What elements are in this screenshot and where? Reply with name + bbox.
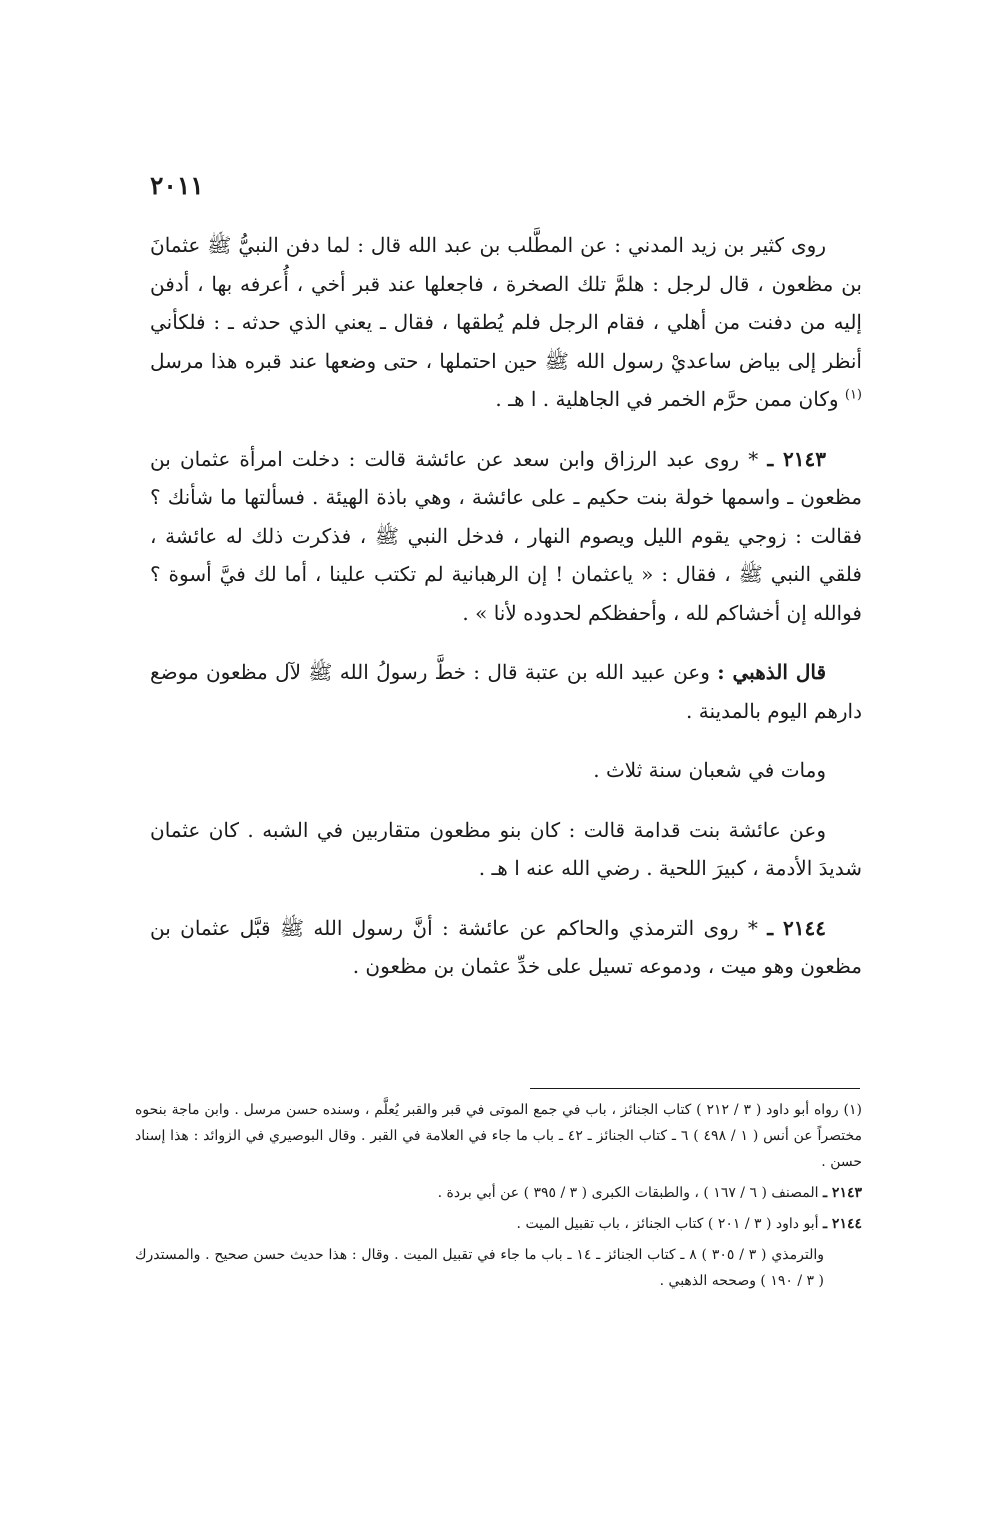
main-text bbox=[150, 226, 862, 1007]
paragraph-kathir-narration bbox=[150, 226, 862, 419]
paragraph-text-tail: وكان ممن حرَّم الخمر في الجاهلية . ا هـ . bbox=[495, 387, 839, 411]
footnotes bbox=[135, 1097, 862, 1299]
footnote-2143 bbox=[135, 1180, 862, 1206]
paragraph-aisha-qudama bbox=[150, 811, 862, 888]
footnote-number: ٢١٤٣ ـ bbox=[822, 1185, 862, 1201]
footnote-divider bbox=[530, 1088, 860, 1089]
hadith-2143 bbox=[150, 440, 862, 633]
paragraph-text: وعن عبيد الله بن عتبة قال : خطَّ رسولُ الله ﷺ لآل مظعون موضع دارهم اليوم بالمدينة . bbox=[150, 660, 862, 723]
footnote-1: (١) رواه أبو داود ( ٣ / ٢١٢ ) كتاب الجنائز ، باب في جمع الموتى في قبر والقبر يُعلَّم ، وسنده حسن مرسل . وابن ماجة بنحوه مختصراً عن أنس ( ١ / ٤٩٨ ) ٦ ـ كتاب الجنائز ـ ٤٢ ـ باب ما جاء في العلامة في القبر . وقال البوصيري في الزوائد : هذا إسناد حسن . bbox=[135, 1102, 862, 1170]
narrator-lead: قال الذهبي : bbox=[717, 660, 827, 684]
hadith-text: * روى الترمذي والحاكم عن عائشة : أنَّ رسول الله ﷺ قبَّل عثمان بن مظعون وهو ميت ، ودموعه تسيل على خدِّ عثمان بن مظعون . bbox=[150, 915, 862, 978]
paragraph-dhahabi bbox=[150, 653, 862, 730]
hadith-number: ٢١٤٣ ـ bbox=[767, 446, 827, 471]
footnote-reference[interactable]: (١) bbox=[844, 387, 862, 403]
page-number: ٢٠١١ bbox=[150, 171, 204, 200]
footnote-number: ٢١٤٤ ـ bbox=[822, 1216, 862, 1232]
footnote-text: أبو داود ( ٣ / ٢٠١ ) كتاب الجنائز ، باب تقبيل الميت . bbox=[516, 1216, 819, 1232]
footnote-2144-continued: والترمذي ( ٣ / ٣٠٥ ) ٨ ـ كتاب الجنائز ـ ١٤ ـ باب ما جاء في تقبيل الميت . وقال : هذا حديث حسن صحيح . والمستدرك ( ٣ / ١٩٠ ) وصححه الذهبي . bbox=[135, 1247, 824, 1289]
paragraph-text: روى كثير بن زيد المدني : عن المطَّلب بن عبد الله قال : لما دفن النبيُّ ﷺ عثمانَ بن مظعون ، قال لرجل : هلمَّ تلك الصخرة ، فاجعلها عند قبر أخي ، أُعرفه بها ، أدفن إليه من دفنت من أهلي ، فقام الرجل فلم يُطقها ، فقال ـ يعني الذي حدثه ـ : فلكأني أنظر إلى بياض ساعديْ رسول الله ﷺ حين احتملها ، حتى وضعها عند قبره هذا مرسل bbox=[150, 233, 862, 373]
footnote-2144 bbox=[135, 1211, 862, 1237]
hadith-2144 bbox=[150, 909, 862, 986]
paragraph-death bbox=[150, 751, 862, 790]
hadith-text: * روى عبد الرزاق وابن سعد عن عائشة قالت : دخلت امرأة عثمان بن مظعون ـ واسمها خولة بنت حكيم ـ على عائشة ، وهي باذة الهيئة . فسألتها ما شأنك ؟ فقالت : زوجي يقوم الليل ويصوم النهار ، فدخل النبي ﷺ ، فذكرت ذلك له عائشة ، فلقي النبي ﷺ ، فقال : « ياعثمان ! إن الرهبانية لم تكتب علينا ، أما لك فيَّ أسوة ؟ فوالله إن أخشاكم لله ، وأحفظكم لحدوده لأنا » . bbox=[150, 446, 862, 625]
hadith-number: ٢١٤٤ ـ bbox=[767, 915, 827, 940]
paragraph-text: ومات في شعبان سنة ثلاث . bbox=[593, 758, 826, 782]
paragraph-text: وعن عائشة بنت قدامة قالت : كان بنو مظعون متقاربين في الشبه . كان عثمان شديدَ الأدمة ، كبيرَ اللحية . رضي الله عنه ا هـ . bbox=[150, 817, 862, 880]
footnote-text: المصنف ( ٦ / ١٦٧ ) ، والطبقات الكبرى ( ٣ / ٣٩٥ ) عن أبي بردة . bbox=[437, 1185, 819, 1201]
